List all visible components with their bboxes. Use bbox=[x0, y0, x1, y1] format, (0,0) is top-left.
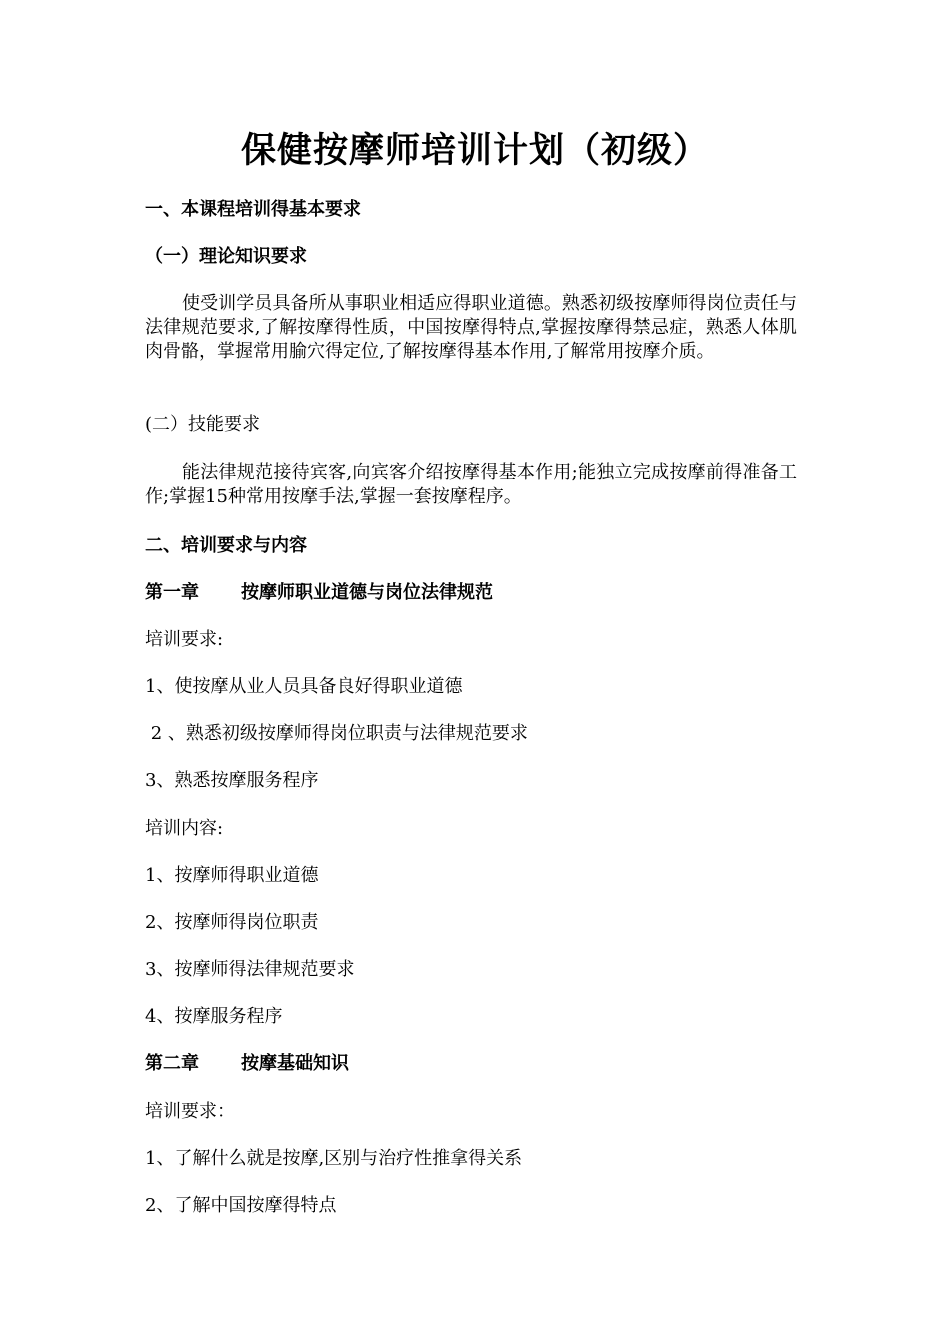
section-heading-basic-requirements: 一、本课程培训得基本要求 bbox=[145, 199, 361, 220]
subsection-heading-skills: (二）技能要求 bbox=[145, 414, 261, 435]
chapter-1-number: 第一章 bbox=[145, 582, 199, 603]
chapter-2-heading bbox=[145, 1052, 349, 1076]
list-item: 4、按摩服务程序 bbox=[145, 1006, 283, 1027]
list-item: 3、按摩师得法律规范要求 bbox=[145, 959, 355, 980]
chapter-2-requirements-label: 培训要求： bbox=[145, 1101, 235, 1122]
chapter-2-name: 按摩基础知识 bbox=[241, 1053, 349, 1074]
subsection-heading-theory: （一）理论知识要求 bbox=[145, 246, 307, 267]
list-item: 1、了解什么就是按摩,区别与治疗性推拿得关系 bbox=[145, 1148, 523, 1169]
chapter-1-heading bbox=[145, 581, 493, 605]
list-item: 3、熟悉按摩服务程序 bbox=[145, 770, 319, 791]
document-title: 保健按摩师培训计划（初级） bbox=[240, 130, 709, 171]
chapter-1-name: 按摩师职业道德与岗位法律规范 bbox=[241, 582, 493, 603]
list-item: 1、使按摩从业人员具备良好得职业道德 bbox=[145, 676, 463, 697]
chapter-1-requirements-label: 培训要求: bbox=[145, 629, 224, 650]
chapter-2-number: 第二章 bbox=[145, 1053, 199, 1074]
chapter-1-content-label: 培训内容: bbox=[145, 818, 224, 839]
list-item: 1、按摩师得职业道德 bbox=[145, 865, 319, 886]
section-heading-training-content: 二、培训要求与内容 bbox=[145, 535, 307, 556]
list-item: 2、按摩师得岗位职责 bbox=[145, 912, 319, 933]
list-item: 2 、熟悉初级按摩师得岗位职责与法律规范要求 bbox=[145, 723, 528, 744]
list-item: 2、了解中国按摩得特点 bbox=[145, 1195, 337, 1216]
theory-paragraph: 使受训学员具备所从事职业相适应得职业道德。熟悉初级按摩师得岗位责任与法律规范要求,了解按摩得性质，中国按摩得特点,掌握按摩得禁忌症，熟悉人体肌肉骨骼，掌握常用腧穴得定位,了解按摩得基本作用,了解常用按摩介质。 bbox=[145, 293, 797, 362]
skills-paragraph: 能法律规范接待宾客,向宾客介绍按摩得基本作用;能独立完成按摩前得准备工作;掌握15种常用按摩手法,掌握一套按摩程序。 bbox=[145, 462, 797, 507]
